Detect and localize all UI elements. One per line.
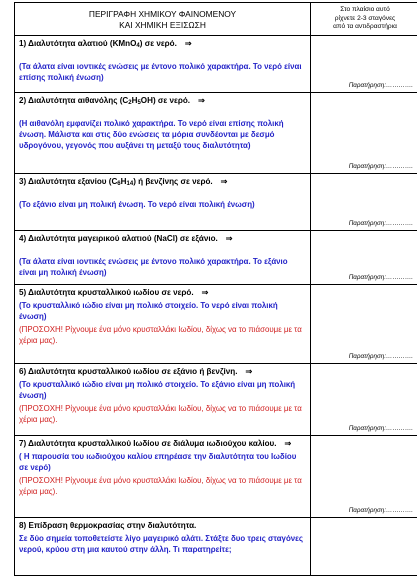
experiment-title: 2) Διαλυτότητα αιθανόλης $(C_2H_5OH)$ σε νερό. ⇒: [19, 96, 205, 106]
experiment-explanation: (Το κρυσταλλικό ιώδιο είναι μη πολικό στοιχείο. Το νερό είναι πολική ένωση): [19, 301, 278, 321]
drop-area[interactable]: [311, 93, 417, 174]
experiment-explanation: (Τα άλατα είναι ιοντικές ενώσεις με έντονο πολικό χαρακτήρα. Το νερό είναι επίσης πολική ένωση): [19, 62, 302, 82]
experiment-explanation: Σε δύο σημεία τοποθετείστε λίγο μαγειρικό αλάτι. Στάξτε δυο τρεις σταγόνες νερού, κρύου στη μια καυτού στην άλλη. Τι παρατηρείτε;: [19, 534, 304, 554]
experiment-explanation: (Το εξάνιο είναι μη πολική ένωση. Το νερό είναι πολική ένωση): [19, 200, 255, 209]
drop-area[interactable]: [311, 36, 417, 93]
header-instruction-cell: [311, 3, 417, 36]
drop-area[interactable]: [311, 231, 417, 285]
safety-warning: (ΠΡΟΣΟΧΗ! Ρίχνουμε ένα μόνο κρυσταλλάκι Ιωδίου, δίχως να το πιάσουμε με τα χέρια μας).: [19, 476, 302, 496]
experiment-description: [15, 436, 311, 518]
table-title: ΠΕΡΙΓΡΑΦΗ ΧΗΜΙΚΟΥ ΦΑΙΝΟΜΕΝΟΥ ΚΑΙ ΧΗΜΙΚΗ ΕΞΙΣΩΣΗ: [88, 9, 237, 30]
safety-warning: (ΠΡΟΣΟΧΗ! Ρίχνουμε ένα μόνο κρυσταλλάκι Ιωδίου, δίχως να το πιάσουμε με τα χέρια μας).: [19, 404, 302, 424]
observation-label: Παρατήρηση:………….: [348, 274, 413, 281]
experiment-title: 6) Διαλυτότητα κρυσταλλικού ιωδίου σε εξάνιο ή βενζίνη. ⇒: [19, 367, 253, 376]
observation-label: Παρατήρηση:………….: [348, 220, 413, 227]
experiment-title: 1) Διαλυτότητα αλατιού (KMnO$_4$) σε νερό. ⇒: [19, 39, 192, 49]
observation-label: Παρατήρηση:………….: [348, 507, 413, 514]
drop-area[interactable]: [311, 285, 417, 364]
drop-area[interactable]: [311, 174, 417, 231]
experiment-description: [15, 285, 311, 364]
observation-label: Παρατήρηση:………….: [348, 353, 413, 360]
observation-label: Παρατήρηση:………….: [348, 425, 413, 432]
experiment-title: 4) Διαλυτότητα μαγειρικού αλατιού (NaCl) σε εξάνιο. ⇒: [19, 234, 233, 243]
experiment-description: [15, 36, 311, 93]
drop-area[interactable]: [311, 364, 417, 436]
experiment-row-2: [15, 93, 417, 174]
experiment-title: 3) Διαλυτότητα εξανίου $(C_6H_{14})$ ή βενζίνης σε νερό. ⇒: [19, 177, 228, 187]
safety-warning: (ΠΡΟΣΟΧΗ! Ρίχνουμε ένα μόνο κρυσταλλάκι Ιωδίου, δίχως να το πιάσουμε με τα χέρια μας).: [19, 325, 302, 345]
experiment-description: [15, 518, 311, 576]
experiment-row-8: [15, 518, 417, 576]
experiment-row-3: [15, 174, 417, 231]
experiment-explanation: ( Η παρουσία του ιωδιούχου καλίου επηρέασε την διαλυτότητα του Ιωδίου σε νερό): [19, 452, 297, 472]
arrow-icon: ⇒: [198, 96, 205, 105]
table-header-row: [15, 3, 417, 36]
experiment-row-1: [15, 36, 417, 93]
worksheet: [14, 2, 413, 576]
drop-area[interactable]: [311, 518, 417, 576]
experiment-description: [15, 231, 311, 285]
observation-label: Παρατήρηση:………….: [348, 163, 413, 170]
arrow-icon: ⇒: [201, 288, 209, 297]
experiment-explanation: (Η αιθανόλη εμφανίζει πολικό χαρακτήρα. Το νερό είναι επίσης πολική ένωση. Μάλιστα και στις δύο ενώσεις τα μόρια συνδέονται με δεσμό υδρογόνου, γεγονός που αυξάνει τη μεταξύ τους διαλυτότητα): [19, 119, 284, 150]
arrow-icon: ⇒: [225, 234, 233, 243]
experiment-explanation: (Τα άλατα είναι ιοντικές ενώσεις με έντονο πολικό χαρακτήρα. Το εξάνιο είναι μη πολική ένωση): [19, 257, 288, 277]
experiment-title: 5) Διαλυτότητα κρυσταλλικού ιωδίου σε νερό. ⇒: [19, 288, 209, 297]
experiment-row-4: [15, 231, 417, 285]
observation-label: Παρατήρηση:………….: [348, 82, 413, 89]
header-title-cell: [15, 3, 311, 36]
experiment-description: [15, 93, 311, 174]
arrow-icon: ⇒: [184, 39, 192, 48]
experiment-explanation: (Το κρυσταλλικό ιώδιο είναι μη πολικό στοιχείο. Το εξάνιο είναι μη πολική ένωση): [19, 380, 296, 400]
arrow-icon: ⇒: [220, 177, 228, 186]
experiment-row-6: [15, 364, 417, 436]
experiment-title: 7) Διαλυτότητα κρυσταλλικού Ιωδίου σε διάλυμα ιωδιούχου καλίου. ⇒: [19, 439, 292, 448]
arrow-icon: ⇒: [245, 367, 253, 376]
experiment-row-7: [15, 436, 417, 518]
arrow-icon: ⇒: [284, 439, 292, 448]
drop-instruction: Στο πλαίσιο αυτό ρίχνετε 2-3 σταγόνες από τα αντιδραστήρια: [333, 6, 397, 31]
experiment-title: 8) Επίδραση θερμοκρασίας στην διαλυτότητα.: [19, 521, 197, 530]
drop-area[interactable]: [311, 436, 417, 518]
experiment-row-5: [15, 285, 417, 364]
experiment-description: [15, 174, 311, 231]
experiment-table: [14, 2, 417, 576]
experiment-description: [15, 364, 311, 436]
